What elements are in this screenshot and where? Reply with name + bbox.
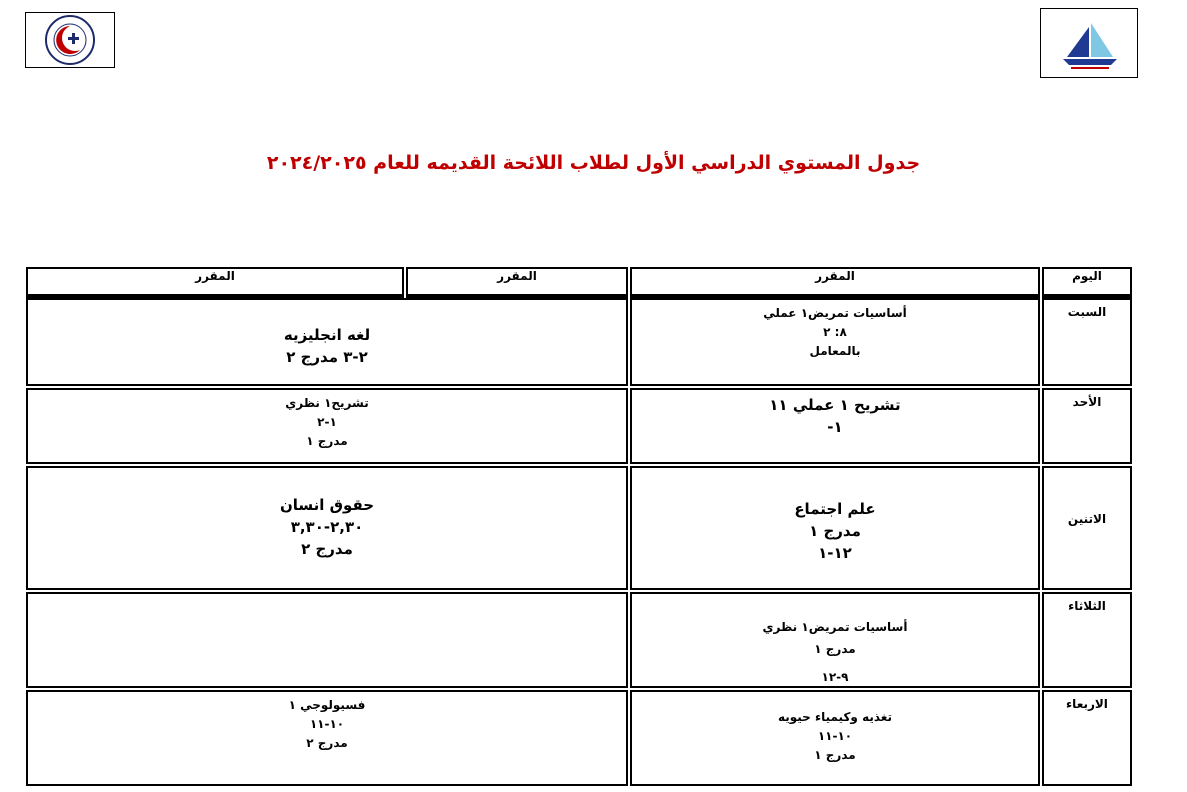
day-cell-wednesday: الاربعاء [1042, 690, 1132, 786]
course-cell-saturday-left [26, 298, 628, 386]
course-location: مدرج ١ [306, 434, 348, 448]
course-name: أساسيات تمريض١ عملي [763, 306, 907, 320]
course-cell-sunday-right [630, 388, 1040, 464]
faculty-logo-box [25, 12, 115, 68]
course-cell-monday-left [26, 466, 628, 590]
course-name: حقوق انسان [279, 496, 375, 514]
course-name: تشريح ١ عملي ١١ [769, 396, 901, 414]
course-cell-sunday-left [26, 388, 628, 464]
course-name: علم اجتماع [794, 500, 876, 518]
header-course-1: المقرر [630, 267, 1040, 298]
course-name: فسيولوجي ١ [288, 698, 366, 712]
day-cell-tuesday: الثلاثاء [1042, 592, 1132, 688]
course-time: ٩-١٢ [821, 670, 849, 684]
course-time: ١٠-١١ [309, 717, 345, 731]
day-cell-monday: الاتنين [1042, 466, 1132, 590]
course-cell-tuesday-right [630, 592, 1040, 688]
header-course-3: المقرر [26, 267, 404, 298]
course-location: مدرج ٢ [301, 540, 353, 558]
page-title: جدول المستوي الدراسي الأول لطلاب اللائحة القديمه للعام ٢٠٢٤/٢٠٢٥ [266, 152, 921, 174]
course-cell-saturday-right [630, 298, 1040, 386]
course-location: مدرج ١ [814, 748, 856, 762]
course-cell-monday-right [630, 466, 1040, 590]
day-cell-saturday: السبت [1042, 298, 1132, 386]
course-cell-wednesday-left [26, 690, 628, 786]
faculty-seal-icon [26, 13, 114, 67]
course-time-location: ٢-٣ مدرج ٢ [286, 348, 368, 366]
course-name: لغه انجليزيه [283, 326, 371, 344]
course-time: ١٠-١١ [817, 729, 853, 743]
course-location: مدرج ٢ [306, 736, 348, 750]
header-day: اليوم [1042, 267, 1132, 298]
course-cell-tuesday-left-empty [26, 592, 628, 688]
course-time: ٢,٣٠-٣,٣٠ [290, 518, 364, 536]
course-location: مدرج ١ [814, 642, 856, 656]
sail-logo-icon [1041, 9, 1137, 77]
course-time: ١-٢ [317, 415, 337, 429]
course-name: تغذيه وكيمياء حيويه [777, 710, 893, 724]
course-time: ٨: ٢ [823, 325, 847, 339]
course-location: مدرج ١ [809, 522, 861, 540]
schedule-table [22, 267, 1132, 787]
course-name: تشريح١ نظري [285, 396, 369, 410]
header-course-2: المقرر [406, 267, 628, 298]
institute-logo-box [1040, 8, 1138, 78]
course-time: ١- [827, 418, 843, 436]
course-location: بالمعامل [809, 344, 861, 358]
course-name: أساسيات تمريض١ نظري [762, 620, 908, 634]
course-cell-wednesday-right [630, 690, 1040, 786]
course-time: ١٢-١ [818, 544, 852, 562]
day-cell-sunday: الأحد [1042, 388, 1132, 464]
